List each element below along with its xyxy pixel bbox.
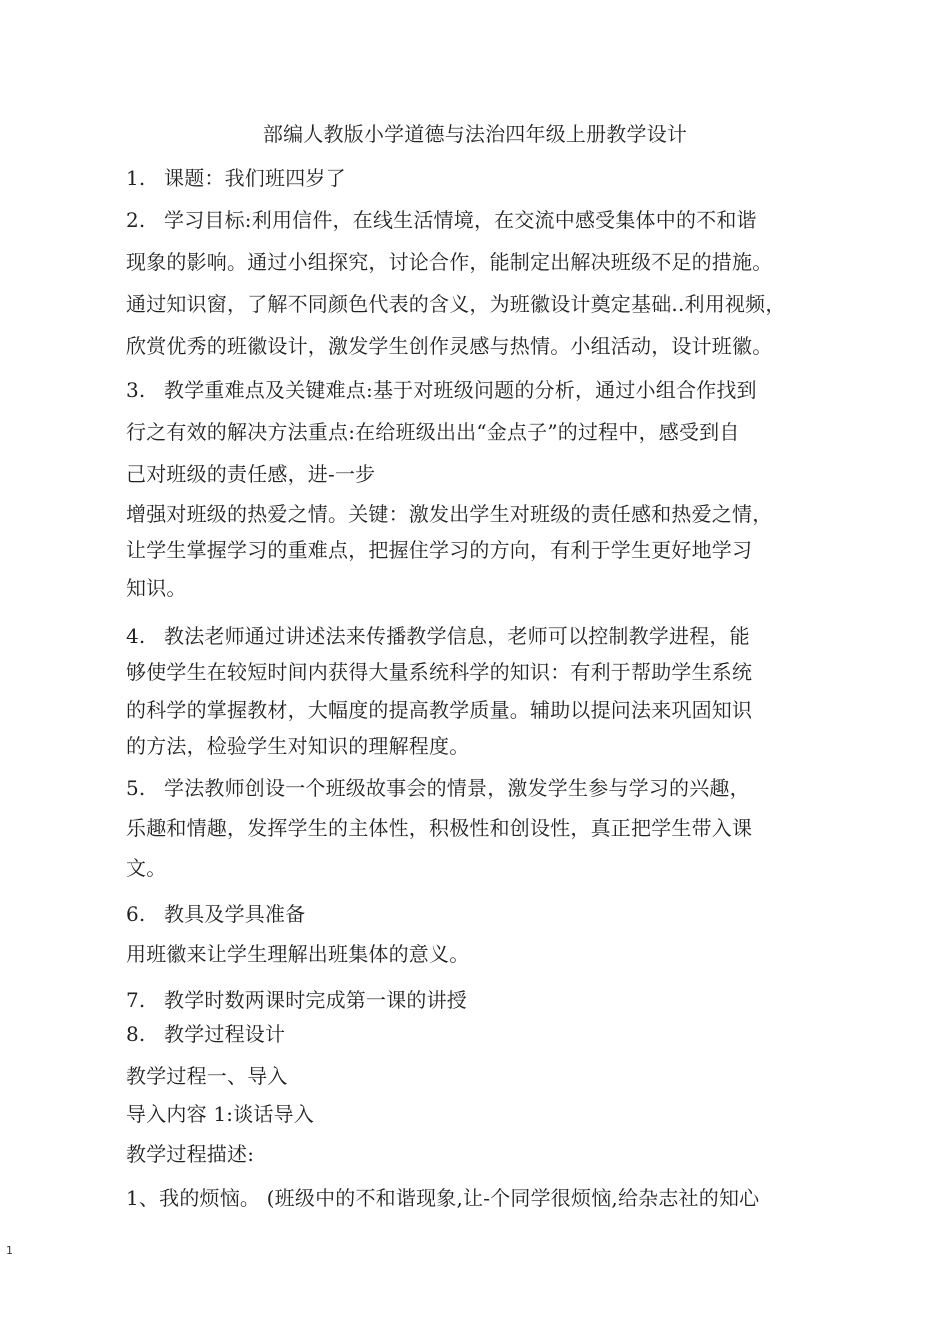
text-line: 教学过程描述: — [126, 1142, 255, 1166]
list-item — [126, 902, 305, 926]
item-number: 2. — [126, 208, 146, 232]
text-line: 现象的影响。通过小组探究，讨论合作，能制定出解决班级不足的措施。 — [126, 250, 773, 274]
item-number: 8. — [126, 1022, 146, 1046]
item-number: 4. — [126, 624, 146, 648]
item-text: 教具及学具准备 — [164, 902, 306, 926]
item-number: 5. — [126, 776, 146, 800]
item-number: 6. — [126, 902, 146, 926]
text-line: 够使学生在较短时间内获得大量系统科学的知识：有利于帮助学生系统 — [126, 660, 753, 684]
item-number: 3. — [126, 378, 146, 402]
text-line: 行之有效的解决方法重点:在给班级出出“金点子”的过程中，感受到自 — [126, 420, 740, 444]
page-number: 1 — [6, 1244, 13, 1257]
list-item — [126, 208, 757, 232]
item-text: 学法教师创设一个班级故事会的情景，激发学生参与学习的兴趣， — [164, 776, 750, 800]
item-text: 教学过程设计 — [164, 1022, 286, 1046]
text-line: 的方法，检验学生对知识的理解程度。 — [126, 734, 470, 758]
list-item — [126, 624, 750, 648]
list-item — [126, 166, 346, 190]
item-text: 教学时数两课时完成第一课的讲授 — [164, 988, 467, 1012]
item-number: 1. — [126, 166, 146, 190]
text-line: 文。 — [126, 856, 167, 880]
item-text: 课题：我们班四岁了 — [164, 166, 346, 190]
text-line: 知识。 — [126, 576, 187, 600]
text-line: 欣赏优秀的班徽设计，激发学生创作灵感与热情。小组活动，设计班徽。 — [126, 334, 773, 358]
text-line: 的科学的掌握教材，大幅度的提高教学质量。辅助以提问法来巩固知识 — [126, 698, 753, 722]
text-line: 己对班级的责任感，进-一步 — [126, 462, 376, 486]
document-title: 部编人教版小学道德与法治四年级上册教学设计 — [262, 122, 688, 146]
list-item — [126, 378, 757, 402]
text-line: 用班徽来让学生理解出班集体的意义。 — [126, 942, 470, 966]
item-number: 7. — [126, 988, 146, 1012]
text-line: 增强对班级的热爱之情。关键：激发出学生对班级的责任感和热爱之情， — [126, 502, 773, 526]
item-text: 教学重难点及关键难点:基于对班级问题的分析，通过小组合作找到 — [164, 378, 757, 402]
text-line: 教学过程一、导入 — [126, 1064, 288, 1088]
list-item — [126, 1022, 285, 1046]
text-line: 导入内容 1:谈话导入 — [126, 1102, 315, 1126]
list-item — [126, 988, 467, 1012]
list-item — [126, 776, 750, 800]
text-line: 通过知识窗，了解不同颜色代表的含义，为班徽设计奠定基础..利用视频， — [126, 292, 786, 316]
item-text: 教法老师通过讲述法来传播教学信息，老师可以控制教学进程，能 — [164, 624, 750, 648]
text-line: 乐趣和情趣，发挥学生的主体性，积极性和创设性，真正把学生带入课 — [126, 816, 753, 840]
text-line: 1、我的烦恼。 (班级中的不和谐现象,让-个同学很烦恼,给杂志社的知心 — [126, 1186, 760, 1210]
item-text: 学习目标:利用信件，在线生活情境，在交流中感受集体中的不和谐 — [164, 208, 757, 232]
text-line: 让学生掌握学习的重难点，把握住学习的方向，有利于学生更好地学习 — [126, 538, 753, 562]
